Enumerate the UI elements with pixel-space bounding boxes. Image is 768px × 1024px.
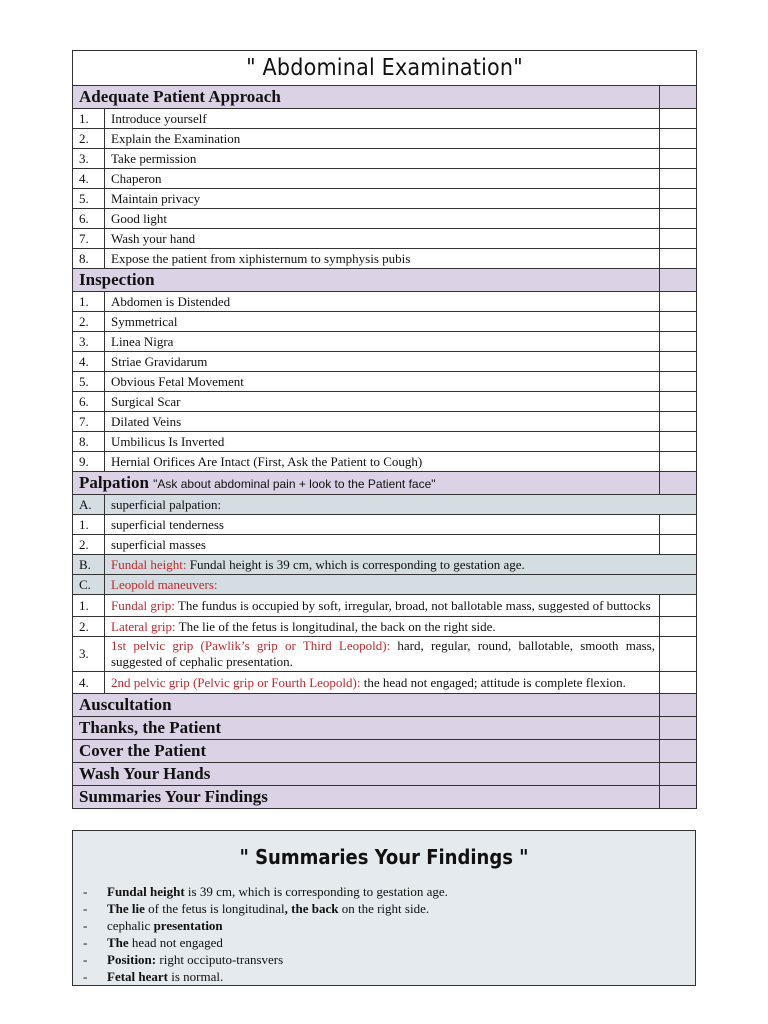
item-text	[105, 109, 660, 129]
summary-text: of the fetus is longitudinal	[144, 901, 285, 916]
summary-text: on the right side.	[338, 901, 430, 916]
checklist-row	[73, 109, 697, 129]
checklist-row	[73, 169, 697, 189]
item-number: 3.	[73, 637, 105, 672]
item-text	[105, 392, 660, 412]
item-number: 6.	[73, 209, 105, 229]
item-number: 2.	[73, 129, 105, 149]
checklist-row	[73, 332, 697, 352]
item-label: 1st pelvic grip (Pawlik’s grip or Third Leopold):	[111, 638, 391, 653]
item-number: 4.	[73, 352, 105, 372]
item-text	[105, 312, 660, 332]
item-text	[105, 595, 660, 617]
item-description: Symmetrical	[111, 313, 178, 329]
item-checkbox[interactable]	[660, 149, 697, 169]
section-checkbox[interactable]	[660, 717, 697, 740]
summary-item	[73, 883, 695, 900]
item-checkbox[interactable]	[660, 229, 697, 249]
checklist-row	[73, 372, 697, 392]
item-description: Wash your hand	[111, 230, 196, 246]
item-number: 4.	[73, 672, 105, 694]
item-text	[105, 372, 660, 392]
item-number: A.	[73, 495, 105, 515]
item-checkbox[interactable]	[660, 109, 697, 129]
item-checkbox[interactable]	[660, 312, 697, 332]
item-description: Good light	[111, 210, 167, 226]
item-text	[105, 229, 660, 249]
item-checkbox[interactable]	[660, 412, 697, 432]
item-description: hard, regular, round, ballotable, smooth mass, suggested of cephalic presentation.	[111, 638, 655, 669]
summary-list	[73, 883, 695, 985]
item-text	[105, 169, 660, 189]
item-number: 3.	[73, 149, 105, 169]
checklist-row	[73, 229, 697, 249]
checklist-row	[73, 535, 697, 555]
summary-bold: Position:	[107, 952, 157, 967]
item-description: Linea Nigra	[111, 333, 174, 349]
item-text	[105, 495, 697, 515]
item-number: C.	[73, 575, 105, 595]
item-description: Expose the patient from xiphisternum to symphysis pubis	[111, 250, 411, 266]
section-header-final-3	[73, 763, 697, 786]
item-text	[105, 452, 660, 472]
item-checkbox[interactable]	[660, 169, 697, 189]
item-checkbox[interactable]	[660, 515, 697, 535]
item-number: 1.	[73, 515, 105, 535]
title-cell	[73, 51, 697, 86]
item-number: 7.	[73, 229, 105, 249]
section-header-inspection	[73, 269, 697, 292]
section-checkbox[interactable]	[660, 269, 697, 292]
summary-item	[73, 900, 695, 917]
summary-bold: Fetal heart	[107, 969, 169, 984]
summary-text: is normal.	[168, 969, 224, 984]
summary-box	[72, 830, 696, 986]
item-number: 9.	[73, 452, 105, 472]
item-text	[105, 332, 660, 352]
item-text	[105, 535, 660, 555]
item-description: Explain the Examination	[111, 130, 241, 146]
item-checkbox[interactable]	[660, 432, 697, 452]
bullet-dash: -	[83, 952, 88, 967]
item-number: B.	[73, 555, 105, 575]
item-description: the head not engaged; attitude is complete flexion.	[360, 674, 626, 690]
item-checkbox[interactable]	[660, 535, 697, 555]
item-description: Abdomen is Distended	[111, 293, 231, 309]
section-checkbox[interactable]	[660, 86, 697, 109]
section-title: Palpation	[79, 473, 149, 492]
item-label: 2nd pelvic grip (Pelvic grip or Fourth Leopold):	[111, 674, 361, 690]
item-text	[105, 149, 660, 169]
item-description: Take permission	[111, 150, 197, 166]
item-text	[105, 209, 660, 229]
section-title: Wash Your Hands	[79, 764, 211, 783]
checklist-row	[73, 149, 697, 169]
item-text	[105, 249, 660, 269]
item-number: 1.	[73, 595, 105, 617]
summary-title: " Summaries Your Findings "	[239, 845, 529, 869]
item-checkbox[interactable]	[660, 637, 697, 672]
item-text	[105, 412, 660, 432]
item-label: Fundal grip:	[111, 597, 175, 613]
summary-item	[73, 934, 695, 951]
summary-bold: The lie	[107, 901, 145, 916]
checklist-row	[73, 672, 697, 694]
item-text	[105, 637, 660, 672]
checklist-row	[73, 515, 697, 535]
palpation-note: "Ask about abdominal pain + look to the Patient face"	[153, 477, 436, 491]
checklist-row	[73, 189, 697, 209]
item-text	[105, 352, 660, 372]
item-number: 8.	[73, 432, 105, 452]
item-checkbox[interactable]	[660, 372, 697, 392]
item-number: 5.	[73, 189, 105, 209]
item-number: 1.	[73, 109, 105, 129]
item-label: Leopold maneuvers:	[111, 576, 218, 592]
item-label: Lateral grip:	[111, 618, 176, 634]
checklist-row	[73, 249, 697, 269]
item-description: Introduce yourself	[111, 110, 207, 126]
section-title: Summaries Your Findings	[79, 787, 268, 806]
page-title: " Abdominal Examination"	[246, 55, 523, 81]
item-description: superficial palpation:	[111, 496, 222, 512]
item-text	[105, 189, 660, 209]
checklist-row	[73, 292, 697, 312]
checklist-row	[73, 129, 697, 149]
checklist-row	[73, 392, 697, 412]
item-number: 5.	[73, 372, 105, 392]
item-checkbox[interactable]	[660, 189, 697, 209]
item-checkbox[interactable]	[660, 352, 697, 372]
summary-item	[73, 951, 695, 968]
section-checkbox[interactable]	[660, 786, 697, 809]
item-description: Obvious Fetal Movement	[111, 373, 244, 389]
section-header-final-4	[73, 786, 697, 809]
section-title: Inspection	[79, 270, 155, 289]
checklist-row	[73, 637, 697, 672]
checklist-row	[73, 209, 697, 229]
section-title: Thanks, the Patient	[79, 718, 222, 737]
checklist-row	[73, 617, 697, 637]
summary-item	[73, 968, 695, 985]
bullet-dash: -	[83, 901, 88, 916]
summary-item	[73, 917, 695, 934]
section-checkbox[interactable]	[660, 763, 697, 786]
summary-text: is 39 cm, which is corresponding to gestation age.	[184, 884, 448, 899]
section-title: Cover the Patient	[79, 741, 207, 760]
item-number: 7.	[73, 412, 105, 432]
section-header-approach	[73, 86, 697, 109]
item-number: 8.	[73, 249, 105, 269]
item-text	[105, 515, 660, 535]
bullet-dash: -	[83, 884, 88, 899]
item-description: The fundus is occupied by soft, irregular, broad, not ballotable mass, suggested of buttocks	[174, 597, 651, 613]
item-checkbox[interactable]	[660, 209, 697, 229]
item-description: Hernial Orifices Are Intact (First, Ask the Patient to Cough)	[111, 453, 423, 469]
section-header-final-0	[73, 694, 697, 717]
item-description: The lie of the fetus is longitudinal, the back on the right side.	[175, 618, 496, 634]
item-description: superficial masses	[111, 536, 206, 552]
item-description: Maintain privacy	[111, 190, 201, 206]
checklist-row	[73, 312, 697, 332]
item-checkbox[interactable]	[660, 595, 697, 617]
item-description: Dilated Veins	[111, 413, 182, 429]
item-number: 3.	[73, 332, 105, 352]
section-header-palpation	[73, 472, 697, 495]
item-checkbox[interactable]	[660, 452, 697, 472]
item-text	[105, 129, 660, 149]
item-description: Fundal height is 39 cm, which is corresponding to gestation age.	[186, 556, 525, 572]
summary-text: right occiputo-transvers	[156, 952, 284, 967]
summary-bold: The	[107, 935, 129, 950]
summary-text: cephalic	[107, 918, 154, 933]
item-description: Chaperon	[111, 170, 162, 186]
item-checkbox[interactable]	[660, 332, 697, 352]
item-text	[105, 555, 697, 575]
item-description: superficial tenderness	[111, 516, 224, 532]
item-description: Striae Gravidarum	[111, 353, 208, 369]
item-label: Fundal height:	[111, 556, 187, 572]
checklist-row	[73, 352, 697, 372]
item-number: 6.	[73, 392, 105, 412]
checklist-row	[73, 575, 697, 595]
section-title: Adequate Patient Approach	[79, 87, 281, 106]
section-checkbox[interactable]	[660, 740, 697, 763]
bullet-dash: -	[83, 935, 88, 950]
summary-bold: Fundal height	[107, 884, 185, 899]
item-number: 4.	[73, 169, 105, 189]
item-number: 2.	[73, 535, 105, 555]
item-checkbox[interactable]	[660, 617, 697, 637]
item-description: Surgical Scar	[111, 393, 181, 409]
checklist-row	[73, 555, 697, 575]
item-checkbox[interactable]	[660, 672, 697, 694]
bullet-dash: -	[83, 918, 88, 933]
section-checkbox[interactable]	[660, 694, 697, 717]
checklist-table	[72, 50, 697, 809]
section-header-final-2	[73, 740, 697, 763]
checklist-row	[73, 412, 697, 432]
item-text	[105, 672, 660, 694]
section-checkbox[interactable]	[660, 472, 697, 495]
section-title: Auscultation	[79, 695, 172, 714]
item-number: 2.	[73, 617, 105, 637]
checklist-row	[73, 495, 697, 515]
item-text	[105, 575, 697, 595]
item-checkbox[interactable]	[660, 129, 697, 149]
item-text	[105, 617, 660, 637]
checklist-row	[73, 452, 697, 472]
section-header-final-1	[73, 717, 697, 740]
item-number: 1.	[73, 292, 105, 312]
checklist-sheet	[72, 50, 696, 809]
checklist-row	[73, 595, 697, 617]
summary-bold: presentation	[153, 918, 223, 933]
item-checkbox[interactable]	[660, 249, 697, 269]
summary-text: head not engaged	[128, 935, 223, 950]
checklist-row	[73, 432, 697, 452]
item-text	[105, 292, 660, 312]
summary-bold: , the back	[284, 901, 339, 916]
item-checkbox[interactable]	[660, 292, 697, 312]
item-text	[105, 432, 660, 452]
bullet-dash: -	[83, 969, 88, 984]
item-description: Umbilicus Is Inverted	[111, 433, 225, 449]
item-checkbox[interactable]	[660, 392, 697, 412]
item-number: 2.	[73, 312, 105, 332]
